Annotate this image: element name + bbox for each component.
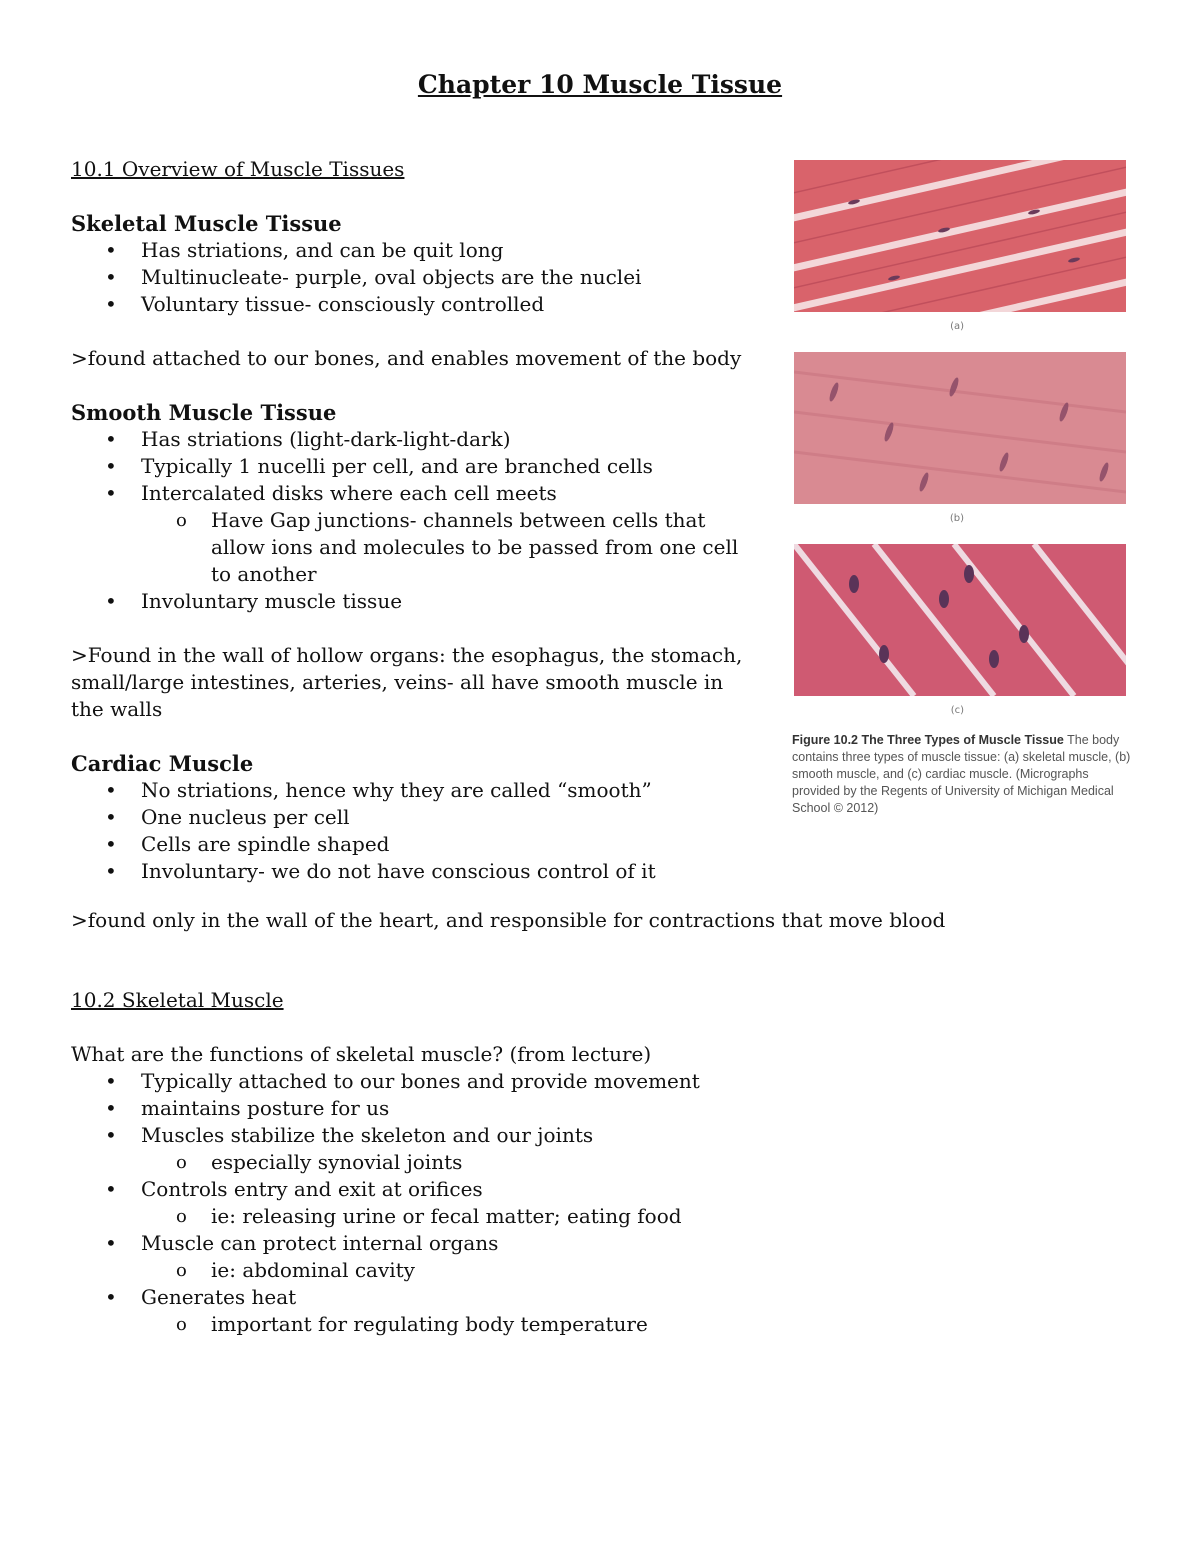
smooth-sub-bullets [141, 507, 761, 588]
list-item: o important for regulating body temperature [211, 1311, 761, 1338]
list-item: • Cells are spindle shaped [141, 831, 761, 858]
list-item: • Typically 1 nucelli per cell, and are branched cells [141, 453, 761, 480]
cardiac-bullets [71, 777, 761, 885]
list-item: o ie: releasing urine or fecal matter; eating food [211, 1203, 761, 1230]
list-item: • No striations, hence why they are called “smooth” [141, 777, 761, 804]
list-item: • Intercalated disks where each cell meets o Have Gap junctions- channels between cells that allow ions and molecules to be passed from one cell to another [141, 480, 761, 588]
list-item: • One nucleus per cell [141, 804, 761, 831]
smooth-note: >Found in the wall of hollow organs: the esophagus, the stomach, small/large intestines, arteries, veins- all have smooth muscle in the walls [71, 643, 743, 721]
heading-skeletal: Skeletal Muscle Tissue [71, 211, 342, 236]
list-item: • maintains posture for us [141, 1095, 761, 1122]
list-item: • Multinucleate- purple, oval objects are the nuclei [141, 264, 761, 291]
micrograph-smooth [794, 352, 1126, 504]
list-item: • Muscle can protect internal organs o ie: abdominal cavity [141, 1230, 761, 1284]
functions-list [71, 1068, 761, 1338]
smooth-bullets [71, 426, 761, 615]
list-item: • Has striations (light-dark-light-dark) [141, 426, 761, 453]
heading-smooth: Smooth Muscle Tissue [71, 400, 337, 425]
section-heading-skeletal: 10.2 Skeletal Muscle [71, 988, 284, 1012]
list-item: o Have Gap junctions- channels between cells that allow ions and molecules to be passed from one cell to another [211, 507, 761, 588]
list-item: • Typically attached to our bones and provide movement [141, 1068, 761, 1095]
cardiac-note: >found only in the wall of the heart, and responsible for contractions that move blood [71, 908, 946, 932]
functions-question: What are the functions of skeletal muscle? (from lecture) [71, 1042, 652, 1066]
section-skeletal-muscle [71, 987, 761, 1338]
list-item: • Controls entry and exit at orifices o ie: releasing urine or fecal matter; eating food [141, 1176, 761, 1230]
section-overview [71, 156, 761, 885]
list-item: o ie: abdominal cavity [211, 1257, 761, 1284]
list-item: • Has striations, and can be quit long [141, 237, 761, 264]
figure-label-a: (a) [950, 321, 964, 332]
list-item: • Voluntary tissue- consciously controlled [141, 291, 761, 318]
figure-micrographs [794, 160, 1126, 736]
list-item: • Involuntary- we do not have conscious control of it [141, 858, 761, 885]
skeletal-note: >found attached to our bones, and enables movement of the body [71, 346, 742, 370]
skeletal-bullets [71, 237, 761, 318]
list-item: o especially synovial joints [211, 1149, 761, 1176]
list-item: • Involuntary muscle tissue [141, 588, 761, 615]
figure-caption: Figure 10.2 The Three Types of Muscle Tissue The body contains three types of muscle tissue: (a) skeletal muscle, (b) smooth muscle, and (c) cardiac muscle. (Micrographs provided by the Regents of University of Michigan Medical School © 2012) [792, 733, 1131, 815]
micrograph-cardiac [794, 544, 1126, 696]
section-heading-overview: 10.1 Overview of Muscle Tissues [71, 157, 405, 181]
list-item: • Muscles stabilize the skeleton and our joints o especially synovial joints [141, 1122, 761, 1176]
micrograph-skeletal [794, 160, 1126, 312]
heading-cardiac: Cardiac Muscle [71, 751, 254, 776]
list-item: • Generates heat o important for regulating body temperature [141, 1284, 761, 1338]
figure-label-b: (b) [949, 513, 964, 524]
chapter-title: Chapter 10 Muscle Tissue [417, 70, 783, 99]
figure-label-c: (c) [950, 705, 964, 716]
